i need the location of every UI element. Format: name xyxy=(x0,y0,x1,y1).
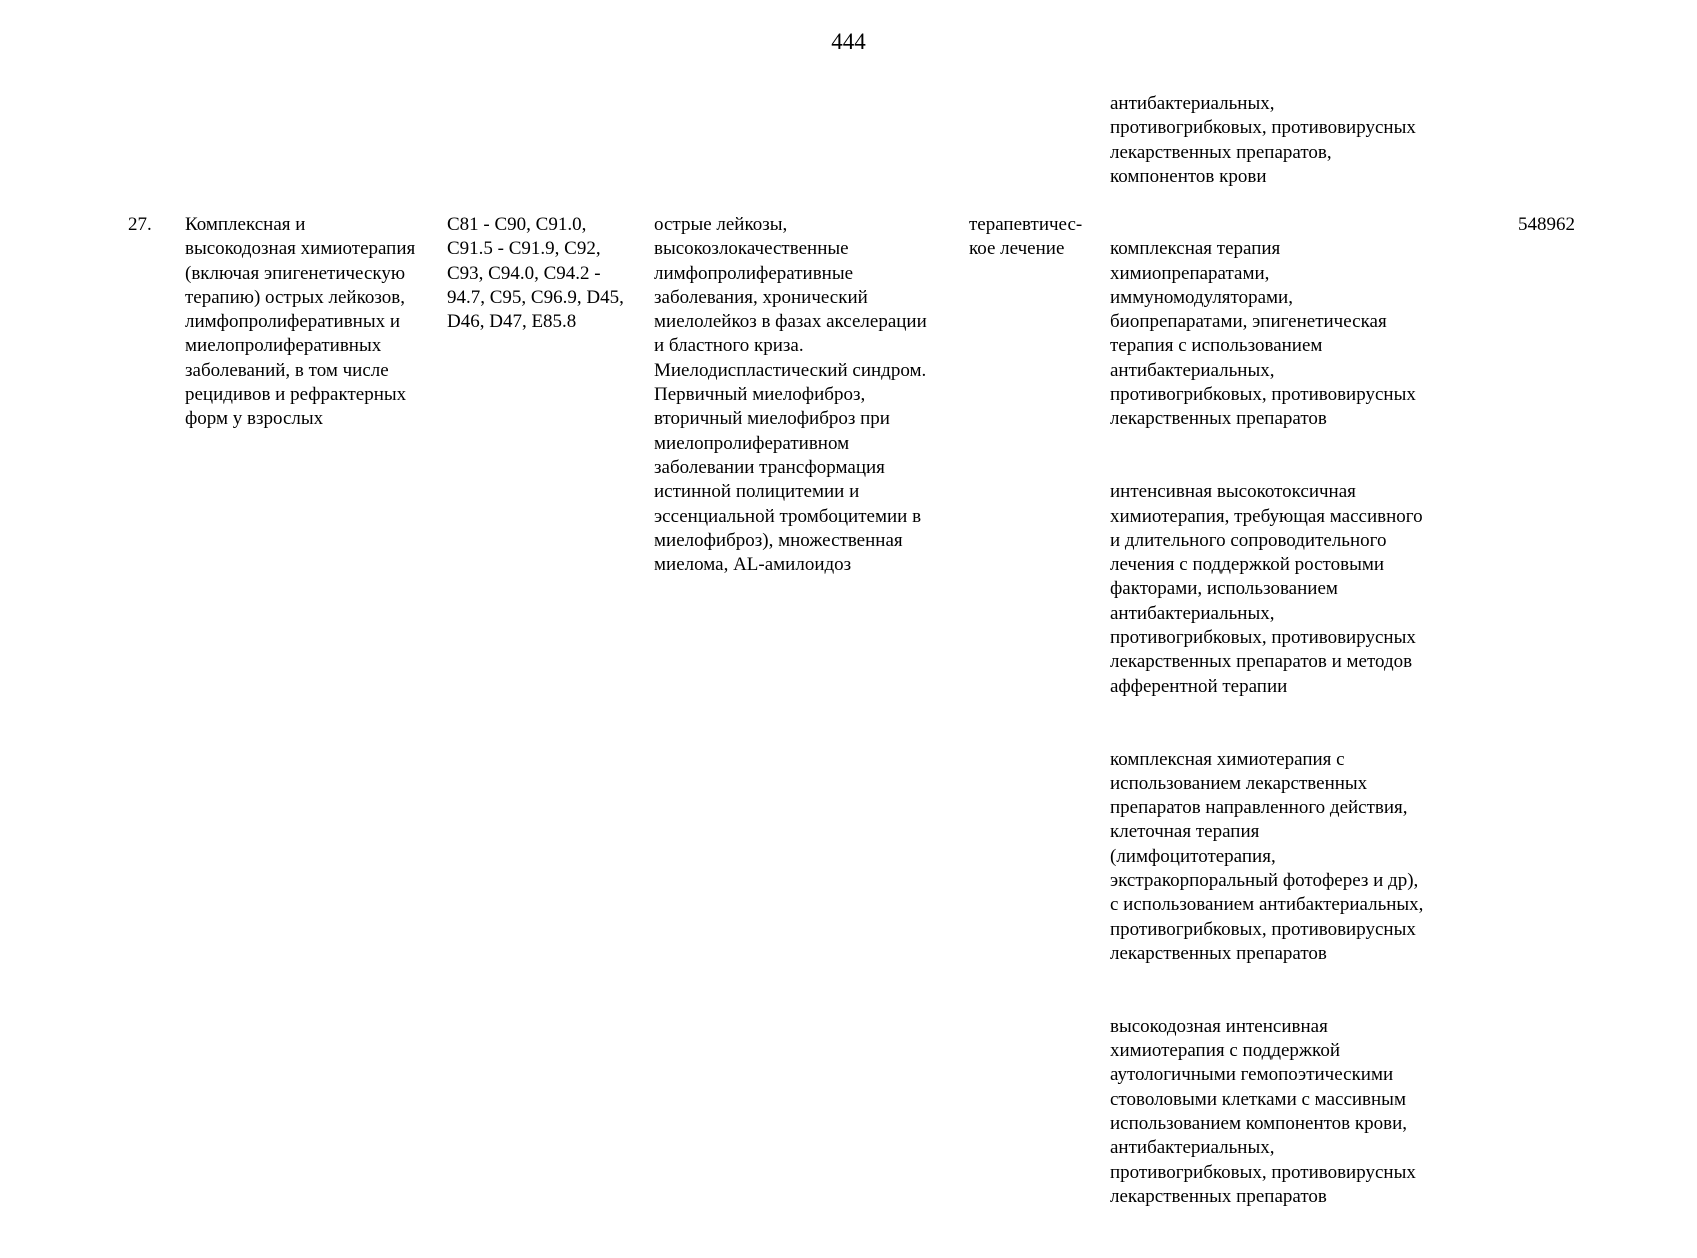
icd-codes: C81 - C90, C91.0, C91.5 - C91.9, C92, C93, C94.0, C94.2 - 94.7, C95, C96.9, D45, D46, D47, E85.8 xyxy=(447,214,624,333)
treatment-type: терапевтичес- кое лечение xyxy=(969,214,1083,260)
treatment-method: комплексная химиотерапия с использованием лекарственных препаратов направленного действия, клеточная терапия (лимфоцитотерапия, экстракорпоральный фотоферез и др), с использованием антибактериальных, противогрибковых, противовирусных лекарственных препаратов xyxy=(1110,748,1424,964)
treatment-method: высокодозная интенсивная химиотерапия с поддержкой аутологичными гемопоэтическими стоволовыми клетками с массивным использованием компонентов крови, антибактериальных, противогрибковых, противовирусных лекарственных препаратов xyxy=(1110,1015,1416,1207)
treatment-methods xyxy=(1110,213,1470,1258)
continuation-methods-text: антибактериальных, противогрибковых, противовирусных лекарственных препаратов, компонентов крови xyxy=(1110,93,1416,187)
patient-model-diagnosis: острые лейкозы, высокозлокачественные лимфопролиферативные заболевания, хронический миелолейкоз в фазах акселерации и бластного криза. Миелодиспластический синдром. Первичный миелофиброз, вторичный миелофиброз при миелопролиферативном заболевании трансформация истинной полицитемии и эссенциальной тромбоцитемии в миелофиброз), множественная миелома, AL-амилоидоз xyxy=(654,214,927,576)
treatment-method: комплексная терапия химиопрепаратами, иммуномодуляторами, биопрепаратами, эпигенетическая терапия с использованием антибактериальных, противогрибковых, противовирусных лекарственных препаратов xyxy=(1110,238,1416,430)
page-number: 444 xyxy=(831,29,866,54)
treatment-method: интенсивная высокотоксичная химиотерапия, требующая массивного и длительного сопроводительного лечения с поддержкой ростовыми факторами, использованием антибактериальных, противогрибковых, противовирусных лекарственных препаратов и методов афферентной терапии xyxy=(1110,481,1423,697)
care-type-name: Комплексная и высокодозная химиотерапия (включая эпигенетическую терапию) острых лейкозов, лимфопролиферативных и миелопролиферативных заболеваний, в том числе рецидивов и рефрактерных форм у взрослых xyxy=(185,214,416,430)
row-number: 27. xyxy=(128,214,152,235)
standard-cost: 548962 xyxy=(1518,214,1575,235)
